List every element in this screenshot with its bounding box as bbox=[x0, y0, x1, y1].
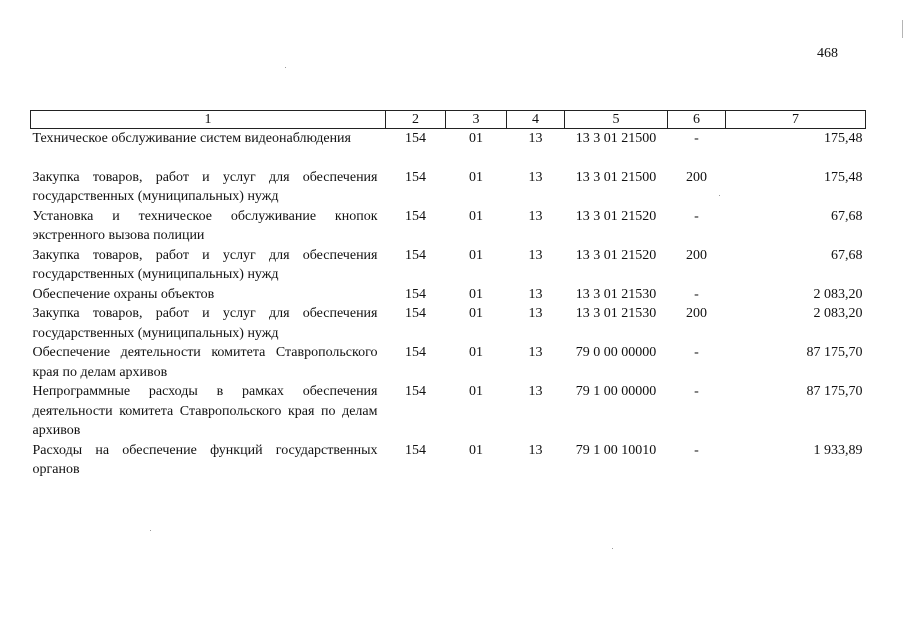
code-cell: 200 bbox=[686, 306, 707, 321]
code-cell: 154 bbox=[405, 384, 426, 399]
table-row bbox=[31, 168, 866, 207]
amount-cell: 87 175,70 bbox=[806, 384, 863, 399]
item-name: Закупка товаров, работ и услуг для обеспечения государственных (муниципальных) нужд bbox=[32, 306, 378, 341]
code-cell: 200 bbox=[686, 247, 707, 263]
amount-cell: 87 175,70 bbox=[806, 345, 863, 360]
code-cell: 154 bbox=[405, 247, 426, 263]
code-cell: - bbox=[694, 286, 699, 302]
header-row bbox=[31, 111, 866, 129]
table-row bbox=[31, 129, 866, 168]
column-header: 1 bbox=[31, 111, 386, 129]
code-cell: 13 bbox=[528, 306, 543, 321]
page-number: 468 bbox=[817, 46, 838, 61]
code-cell: 154 bbox=[405, 169, 426, 185]
item-name: Установка и техническое обслуживание кнопок экстренного вызова полиции bbox=[32, 208, 378, 243]
code-cell: 200 bbox=[686, 169, 707, 185]
column-header: 3 bbox=[446, 111, 507, 129]
code-cell: 13 3 01 21500 bbox=[575, 169, 657, 185]
column-header: 6 bbox=[668, 111, 726, 129]
item-name: Непрограммные расходы в рамках обеспечения деятельности комитета Ставропольского края по делам архивов bbox=[32, 384, 378, 438]
code-cell: 13 bbox=[528, 442, 543, 458]
budget-table bbox=[30, 110, 866, 480]
item-name: Закупка товаров, работ и услуг для обеспечения государственных (муниципальных) нужд bbox=[32, 247, 378, 282]
amount-cell: 1 933,89 bbox=[813, 442, 863, 458]
code-cell: 01 bbox=[469, 384, 483, 399]
amount-cell: 67,68 bbox=[831, 208, 863, 224]
table-row bbox=[31, 304, 866, 343]
code-cell: 01 bbox=[469, 442, 483, 458]
amount-cell: 175,48 bbox=[824, 169, 863, 185]
column-header: 5 bbox=[565, 111, 668, 129]
code-cell: - bbox=[694, 131, 699, 146]
code-cell: 13 3 01 21520 bbox=[575, 247, 657, 263]
table-row bbox=[31, 207, 866, 246]
code-cell: 154 bbox=[405, 345, 426, 360]
code-cell: 154 bbox=[405, 306, 426, 321]
code-cell: 01 bbox=[469, 131, 483, 146]
code-cell: - bbox=[694, 345, 699, 360]
code-cell: 13 3 01 21530 bbox=[575, 286, 657, 302]
code-cell: 13 bbox=[528, 131, 543, 146]
scan-speck bbox=[612, 548, 613, 549]
code-cell: 13 bbox=[528, 345, 543, 360]
table-row bbox=[31, 441, 866, 480]
item-name: Обеспечение деятельности комитета Ставропольского края по делам архивов bbox=[32, 345, 378, 380]
code-cell: 01 bbox=[469, 169, 483, 185]
table-row bbox=[31, 246, 866, 285]
code-cell: 01 bbox=[469, 286, 483, 302]
code-cell: 79 1 00 00000 bbox=[575, 384, 657, 399]
amount-cell: 175,48 bbox=[824, 131, 863, 146]
scan-edge-mark bbox=[902, 20, 903, 38]
item-name: Обеспечение охраны объектов bbox=[32, 286, 215, 302]
table-row bbox=[31, 343, 866, 382]
column-header: 2 bbox=[386, 111, 446, 129]
code-cell: 154 bbox=[405, 442, 426, 458]
code-cell: 13 bbox=[528, 286, 543, 302]
column-header: 7 bbox=[726, 111, 866, 129]
code-cell: 13 bbox=[528, 169, 543, 185]
code-cell: 13 bbox=[528, 247, 543, 263]
code-cell: 01 bbox=[469, 208, 483, 224]
code-cell: - bbox=[694, 384, 699, 399]
scan-speck bbox=[150, 530, 151, 531]
amount-cell: 67,68 bbox=[831, 247, 863, 263]
item-name: Расходы на обеспечение функций государственных органов bbox=[32, 442, 378, 477]
code-cell: 79 0 00 00000 bbox=[575, 345, 657, 360]
code-cell: 154 bbox=[405, 131, 426, 146]
code-cell: 13 bbox=[528, 384, 543, 399]
code-cell: 79 1 00 10010 bbox=[575, 442, 657, 458]
column-header: 4 bbox=[507, 111, 565, 129]
code-cell: 154 bbox=[405, 286, 426, 302]
code-cell: 154 bbox=[405, 208, 426, 224]
table-row bbox=[31, 285, 866, 305]
code-cell: 13 3 01 21530 bbox=[575, 306, 657, 321]
item-name: Техническое обслуживание систем видеонаблюдения bbox=[32, 131, 351, 146]
code-cell: - bbox=[694, 208, 699, 224]
code-cell: 01 bbox=[469, 247, 483, 263]
table-row bbox=[31, 382, 866, 441]
amount-cell: 2 083,20 bbox=[813, 286, 863, 302]
code-cell: 13 bbox=[528, 208, 543, 224]
code-cell: 01 bbox=[469, 345, 483, 360]
code-cell: - bbox=[694, 442, 699, 458]
code-cell: 13 3 01 21520 bbox=[575, 208, 657, 224]
code-cell: 13 3 01 21500 bbox=[575, 131, 657, 146]
code-cell: 01 bbox=[469, 306, 483, 321]
item-name: Закупка товаров, работ и услуг для обеспечения государственных (муниципальных) нужд bbox=[32, 169, 378, 204]
scan-speck bbox=[285, 67, 286, 68]
amount-cell: 2 083,20 bbox=[813, 306, 863, 321]
